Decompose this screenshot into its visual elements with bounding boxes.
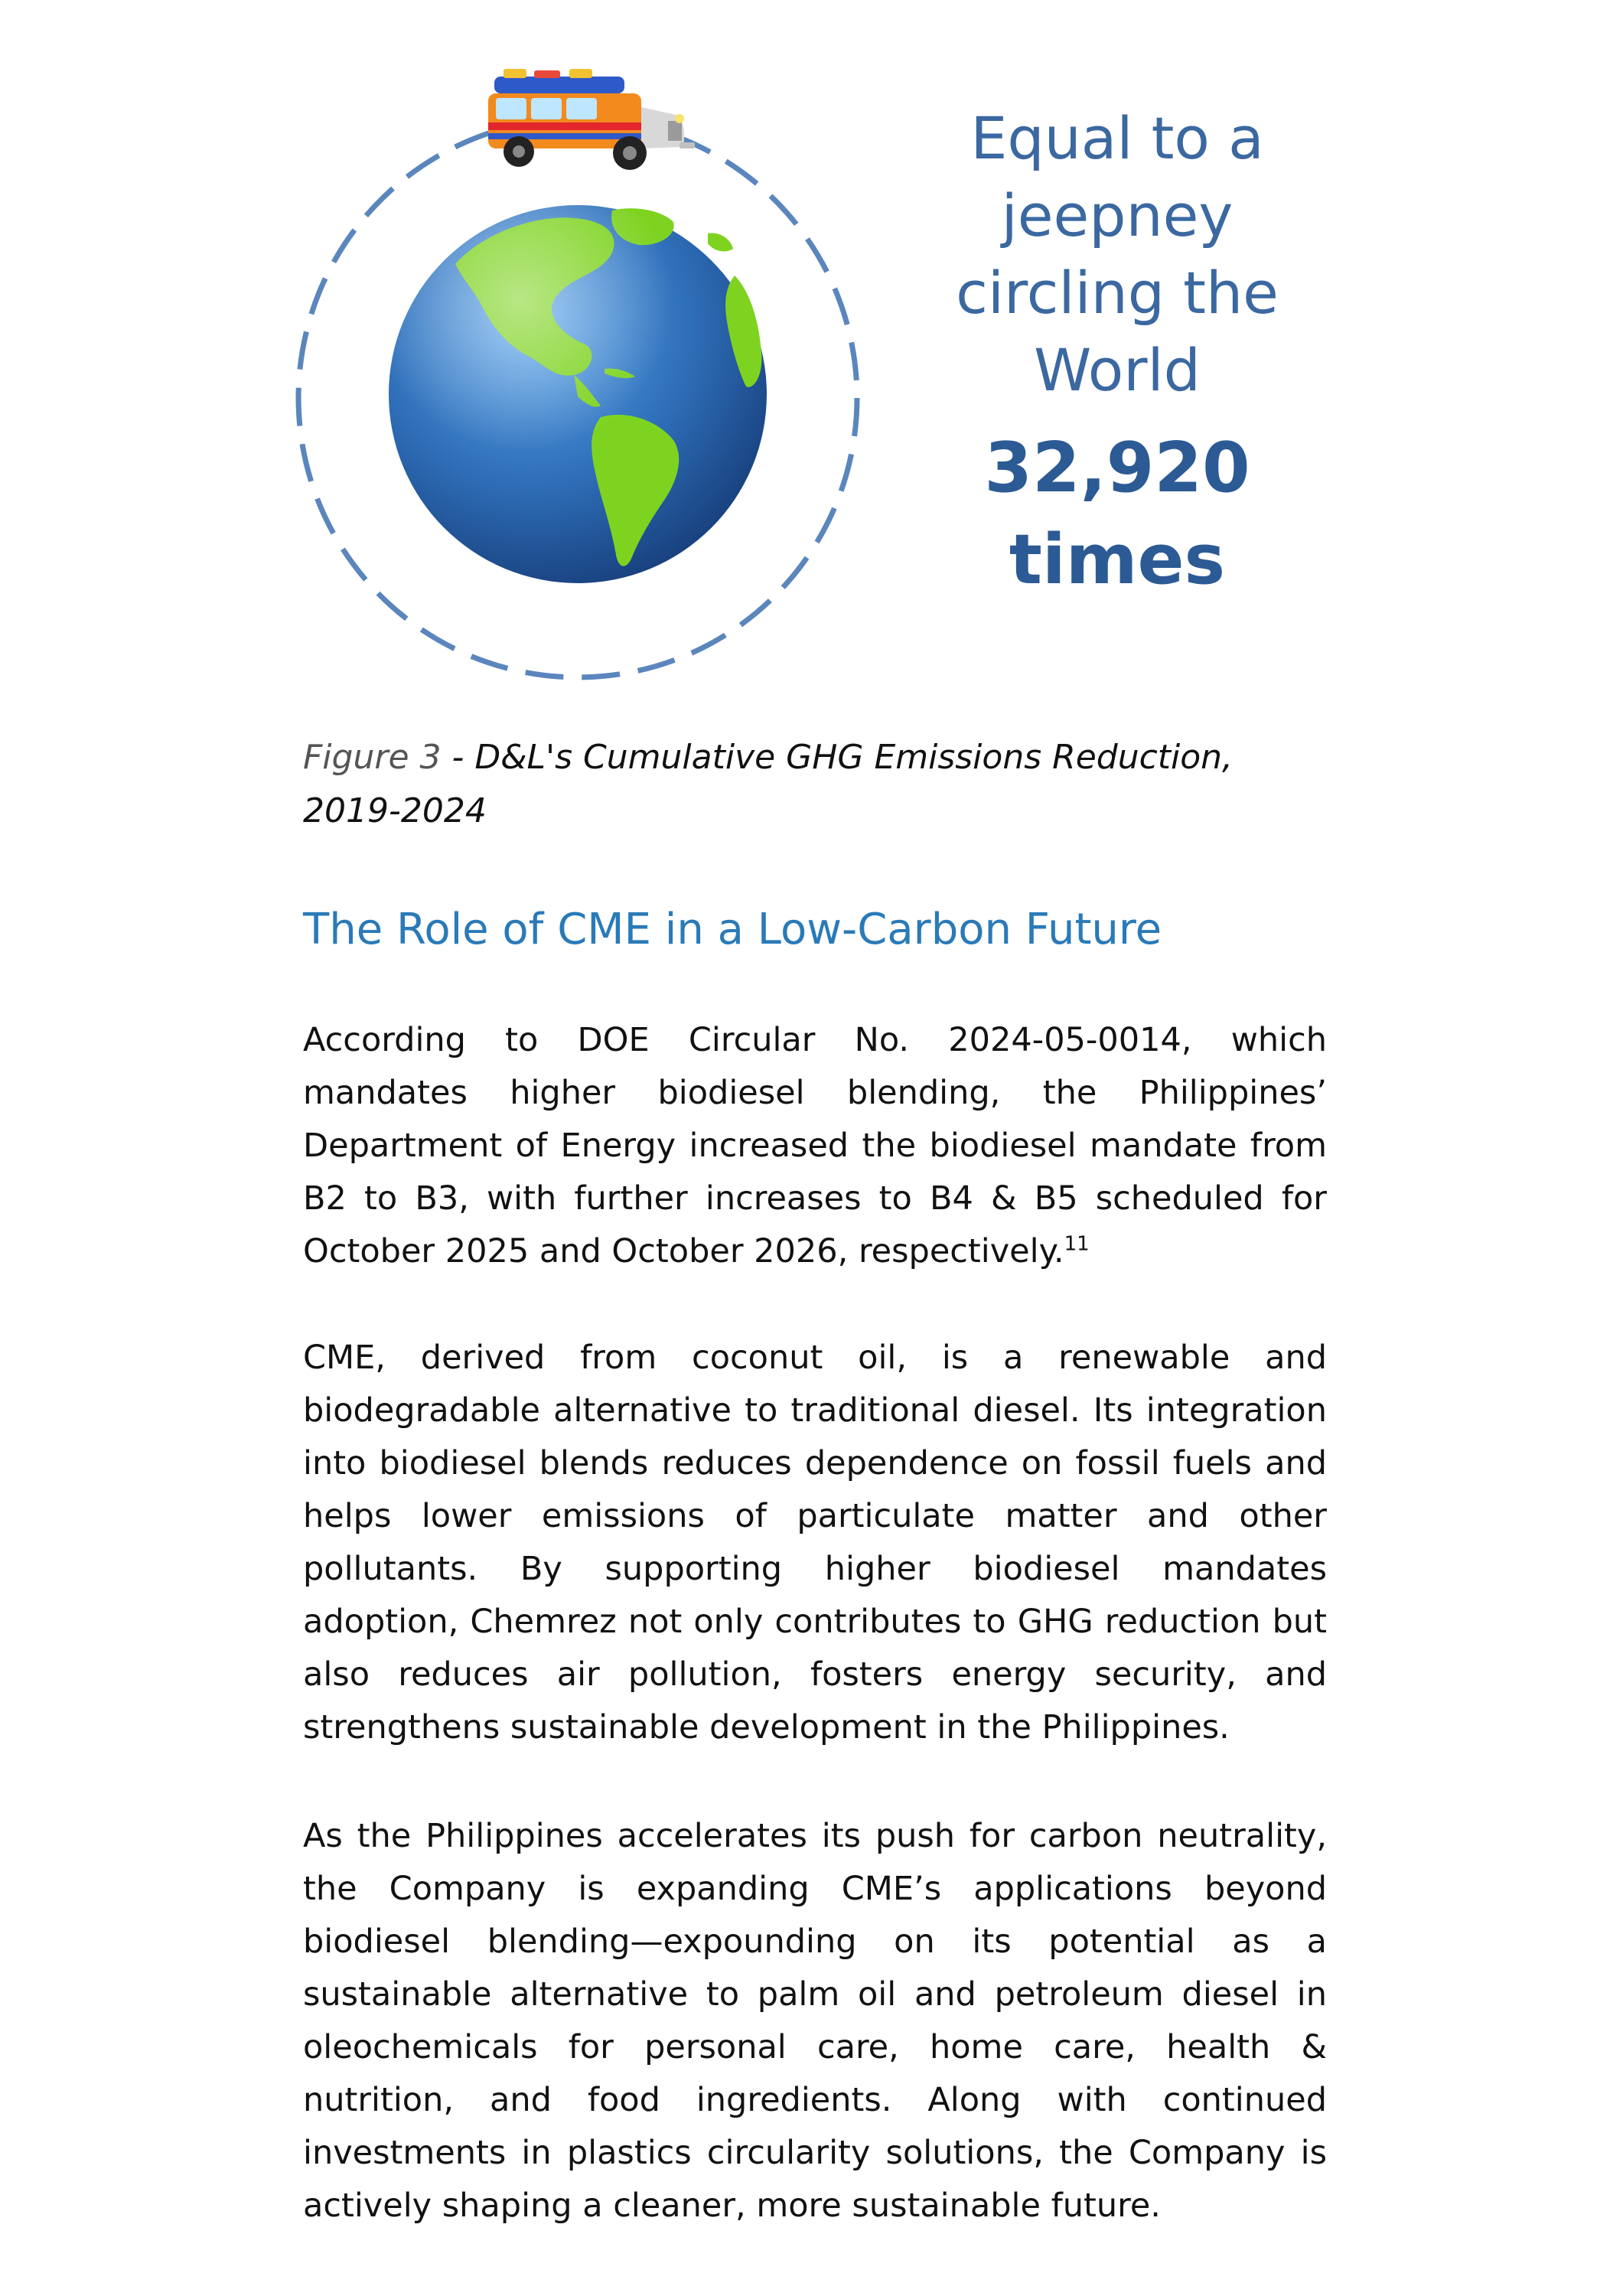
callout-line-4: World — [1034, 336, 1201, 404]
paragraph-1-text: According to DOE Circular No. 2024-05-0014, which mandates higher biodiesel blending, the Philippines’ Department of Energy increased the biodiesel mandate from B2 to B3, with further increases to B4 & B5 scheduled for October 2025 and October 2026, respectively. — [303, 1021, 1327, 1270]
callout-line-3: circling the — [956, 259, 1279, 327]
section-heading: The Role of CME in a Low-Carbon Future — [303, 905, 1162, 954]
callout — [918, 99, 1316, 606]
figure-number: Figure 3 — [303, 738, 442, 777]
paragraph-3: As the Philippines accelerates its push for carbon neutrality, the Company is expanding CME’s applications beyond biodiesel blending—expounding on its potential as a sustainable alternative to palm oil and petroleum diesel in oleochemicals for personal care, home care, health & nutrition, and food ingredients. Along with continued investments in plastics circularity solutions, the Company is actively shaping a cleaner, more sustainable future. — [303, 1817, 1327, 2225]
callout-line-1: Equal to a — [970, 104, 1264, 172]
paragraph-2: CME, derived from coconut oil, is a renewable and biodegradable alternative to traditional diesel. Its integration into biodiesel blends reduces dependence on fossil fuels and helps lower emissions of particulate matter and other pollutants. By supporting higher biodiesel mandates adoption, Chemrez not only contributes to GHG reduction but also reduces air pollution, fosters energy security, and strengthens sustainable development in the Philippines. — [303, 1339, 1327, 1746]
globe-illustration — [291, 69, 872, 696]
figure-caption — [303, 731, 1328, 838]
callout-unit: times — [1009, 520, 1226, 600]
emissions-figure — [291, 69, 1316, 696]
footnote-ref[interactable]: 11 — [1064, 1232, 1090, 1256]
globe-icon — [389, 205, 767, 583]
callout-line-2: jeepney — [1001, 181, 1234, 249]
paragraph-1 — [303, 1014, 1327, 1278]
figure-title: - D&L's Cumulative GHG Emissions Reduction, 2019-2024 — [303, 738, 1234, 830]
callout-value: 32,920 — [984, 428, 1250, 508]
jeepney-icon — [488, 69, 695, 170]
